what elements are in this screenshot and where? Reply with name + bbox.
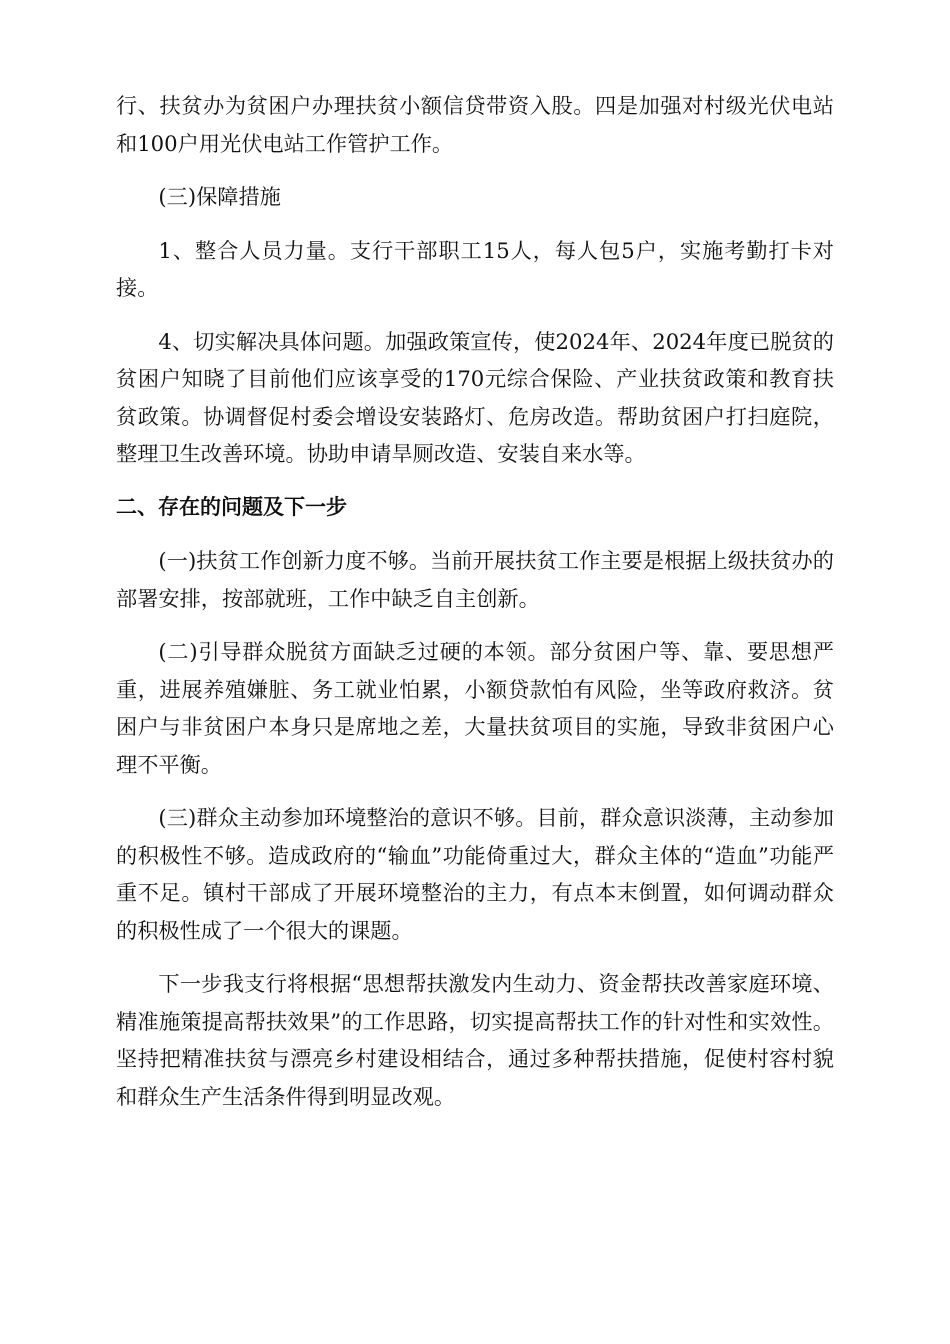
paragraph-environment: (三)群众主动参加环境整治的意识不够。目前，群众意识淡薄，主动参加的积极性不够。造成政府的“输血”功能倚重过大，群众主体的“造血”功能严重不足。镇村干部成了开展环境整治的主力，有点本末倒置，如何调动群众的积极性成了一个很大的课题。 xyxy=(116,805,834,943)
paragraph-innovation: (一)扶贫工作创新力度不够。当前开展扶贫工作主要是根据上级扶贫办的部署安排，按部就班，工作中缺乏自主创新。 xyxy=(116,548,834,611)
section-subheading-safeguards: (三)保障措施 xyxy=(158,184,281,209)
paragraph-staff-integration: 1、整合人员力量。支行干部职工15人，每人包5户，实施考勤打卡对接。 xyxy=(116,237,834,300)
section-heading-problems: 二、存在的问题及下一步 xyxy=(116,494,347,519)
paragraph-solve-problems: 4、切实解决具体问题。加强政策宣传，使2024年、2024年度已脱贫的贫困户知晓了目前他们应该享受的170元综合保险、产业扶贫政策和教育扶贫政策。协调督促村委会增设安装路灯、危房改造。帮助贫困户打扫庭院，整理卫生改善环境。协助申请旱厕改造、安装自来水等。 xyxy=(116,328,834,466)
paragraph-next-steps: 下一步我支行将根据“思想帮扶激发内生动力、资金帮扶改善家庭环境、精准施策提高帮扶效果”的工作思路，切实提高帮扶工作的针对性和实效性。坚持把精准扶贫与漂亮乡村建设相结合，通过多种帮扶措施，促使村容村貌和群众生产生活条件得到明显改观。 xyxy=(116,971,834,1109)
paragraph-guidance: (二)引导群众脱贫方面缺乏过硬的本领。部分贫困户等、靠、要思想严重，进展养殖嫌脏、务工就业怕累，小额贷款怕有风险，坐等政府救济。贫困户与非贫困户本身只是席地之差，大量扶贫项目的实施，导致非贫困户心理不平衡。 xyxy=(116,639,834,777)
paragraph-continuation: 行、扶贫办为贫困户办理扶贫小额信贷带资入股。四是加强对村级光伏电站和100户用光伏电站工作管护工作。 xyxy=(116,93,834,156)
document-page xyxy=(116,87,834,1131)
